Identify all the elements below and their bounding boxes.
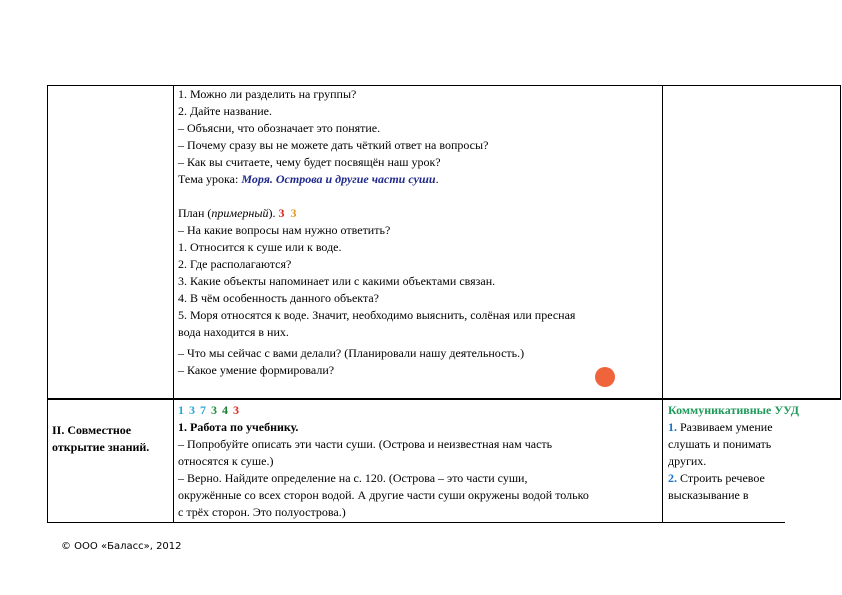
table-col-divider-1 [173,85,174,523]
topic-suffix: . [435,172,439,186]
plan-line: – На какие вопросы нам нужно ответить? [178,223,391,237]
table-left-border [47,85,48,523]
uud-item: слушать и понимать [668,437,772,451]
question-line: 2. Дайте название. [178,104,272,118]
table-col-divider-2 [662,85,663,523]
question-line: – Почему сразу вы не можете дать чёткий ответ на вопросы? [178,138,489,152]
color-numbers [178,402,660,419]
row2-content-cell [178,402,660,521]
copyright-footer: © ООО «Баласс», 2012 [61,541,182,552]
plan-line: 3. Какие объекты напоминает или с какими объектами связан. [178,274,496,288]
plan-line: 1. Относится к суше или к воде. [178,240,342,254]
plan-heading: План (примерный). 3 3 [178,206,297,220]
uud-title: Коммуникативные УУД [668,403,800,417]
content-line: – Верно. Найдите определение на с. 120. (Острова – это части суши, [178,471,528,485]
question-line: 1. Можно ли разделить на группы? [178,87,357,101]
num-blue: 7 [200,403,206,417]
topic-prefix: Тема урока: [178,172,242,186]
content-line: относятся к суше.) [178,454,274,468]
uud-item: других. [668,454,707,468]
question-line: – Как вы считаете, чему будет посвящён наш урок? [178,155,441,169]
table-right-border [840,85,841,400]
stage-title-line: II. Совместное [52,423,132,437]
lesson-topic-line [178,171,660,188]
num-blue: 3 [189,403,195,417]
stage-title-cell [52,422,172,456]
num-blue: 1 [178,403,184,417]
table-row-divider [47,398,841,400]
plan-number-red: 3 [278,206,285,220]
plan-number-orange: 3 [290,206,297,220]
plan-line: 5. Моря относятся к воде. Значит, необходимо выяснить, солёная или пресная [178,308,576,322]
lesson-topic: Моря. Острова и другие части суши [241,172,436,186]
question-line: – Объясни, что обозначает это понятие. [178,121,381,135]
plan-line: 2. Где располагаются? [178,257,292,271]
num-green: 4 [222,403,228,417]
uud-item: высказывание в [668,488,749,502]
content-line: окружённые со всех сторон водой. А другие части суши окружены водой только [178,488,589,502]
uud-item: 1. Развиваем умение [668,420,773,434]
row1-content-cell [178,86,660,379]
section-heading: 1. Работа по учебнику. [178,420,299,434]
uud-cell [668,402,838,504]
plan-line: вода находится в них. [178,325,289,339]
table-bottom-border [47,522,785,523]
orange-dot-marker [595,367,615,387]
plan-line: 4. В чём особенность данного объекта? [178,291,379,305]
uud-item: 2. Строить речевое [668,471,765,485]
content-line: с трёх сторон. Это полуострова.) [178,505,346,519]
num-green: 3 [211,403,217,417]
reflection-line: – Что мы сейчас с вами делали? (Планировали нашу деятельность.) [178,346,525,360]
num-red: 3 [233,403,239,417]
stage-title-line: открытие знаний. [52,440,150,454]
reflection-line: – Какое умение формировали? [178,363,335,377]
content-line: – Попробуйте описать эти части суши. (Острова и неизвестная нам часть [178,437,553,451]
